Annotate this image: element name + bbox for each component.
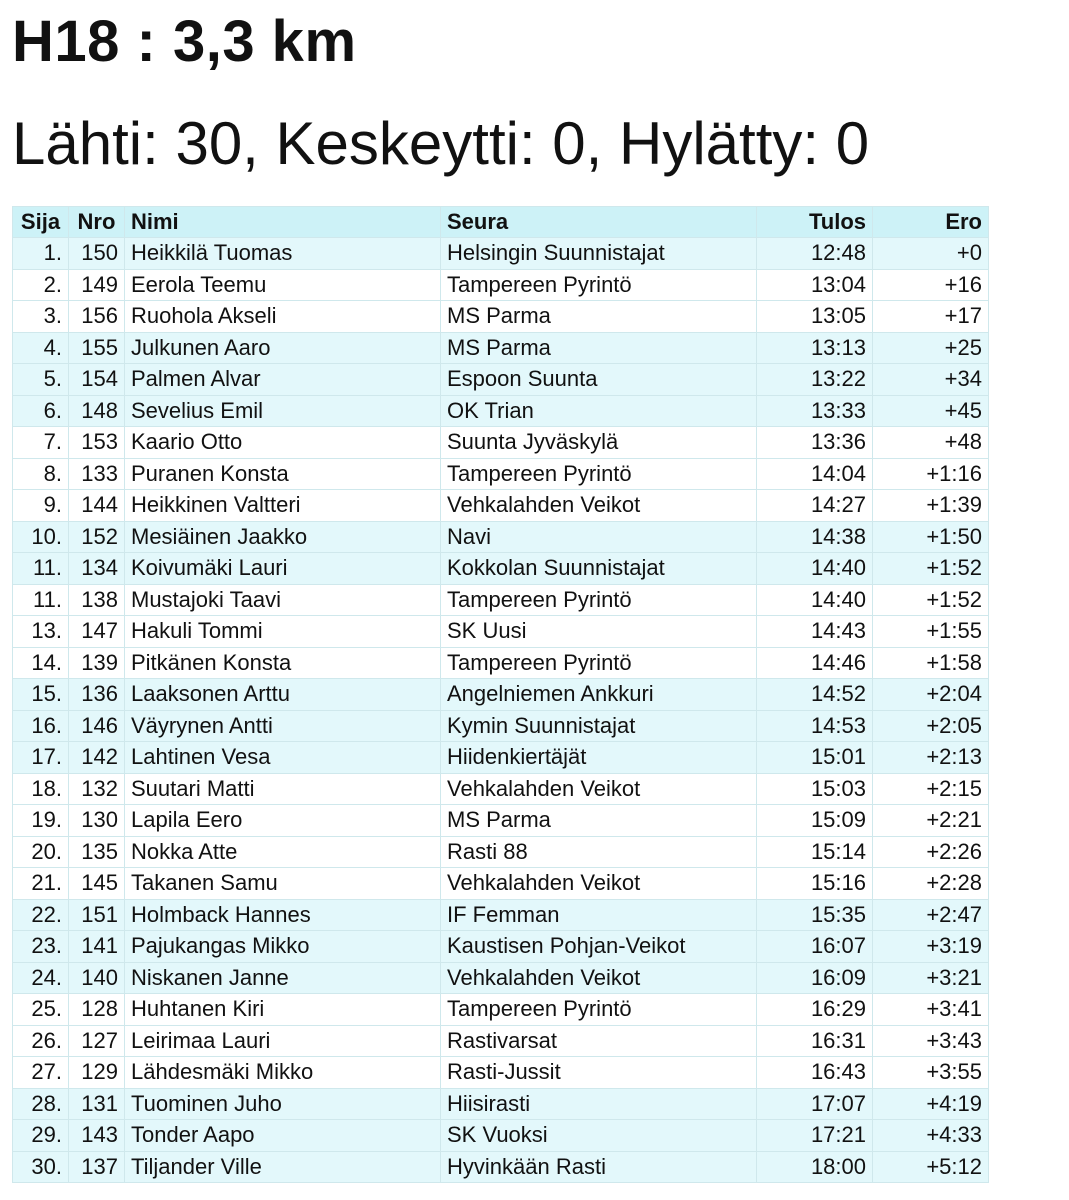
cell-ero: +4:33	[873, 1120, 989, 1152]
table-row	[13, 364, 989, 396]
cell-nimi: Tuominen Juho	[125, 1088, 441, 1120]
table-row	[13, 301, 989, 333]
cell-ero: +2:47	[873, 899, 989, 931]
cell-ero: +1:16	[873, 458, 989, 490]
cell-nro: 132	[69, 773, 125, 805]
race-summary: Lähti: 30, Keskeytti: 0, Hylätty: 0	[12, 110, 870, 177]
cell-seura: Angelniemen Ankkuri	[441, 679, 757, 711]
cell-tulos: 16:29	[757, 994, 873, 1026]
cell-sija: 7.	[13, 427, 69, 459]
cell-tulos: 15:01	[757, 742, 873, 774]
table-row	[13, 553, 989, 585]
cell-seura: Hiisirasti	[441, 1088, 757, 1120]
cell-tulos: 15:03	[757, 773, 873, 805]
cell-sija: 22.	[13, 899, 69, 931]
cell-ero: +1:50	[873, 521, 989, 553]
cell-nimi: Mustajoki Taavi	[125, 584, 441, 616]
cell-nimi: Pajukangas Mikko	[125, 931, 441, 963]
cell-seura: Rasti 88	[441, 836, 757, 868]
cell-tulos: 14:27	[757, 490, 873, 522]
cell-tulos: 14:38	[757, 521, 873, 553]
cell-nimi: Tiljander Ville	[125, 1151, 441, 1183]
cell-tulos: 13:22	[757, 364, 873, 396]
column-header-tulos: Tulos	[757, 207, 873, 238]
cell-ero: +3:43	[873, 1025, 989, 1057]
table-row	[13, 710, 989, 742]
cell-ero: +16	[873, 269, 989, 301]
table-row	[13, 679, 989, 711]
cell-tulos: 18:00	[757, 1151, 873, 1183]
table-row	[13, 962, 989, 994]
cell-seura: Hyvinkään Rasti	[441, 1151, 757, 1183]
cell-ero: +1:52	[873, 584, 989, 616]
table-row	[13, 994, 989, 1026]
cell-seura: Vehkalahden Veikot	[441, 962, 757, 994]
cell-sija: 20.	[13, 836, 69, 868]
cell-nro: 133	[69, 458, 125, 490]
results-table	[12, 206, 989, 1183]
cell-seura: SK Uusi	[441, 616, 757, 648]
cell-ero: +2:13	[873, 742, 989, 774]
cell-nimi: Suutari Matti	[125, 773, 441, 805]
cell-ero: +5:12	[873, 1151, 989, 1183]
table-row	[13, 332, 989, 364]
cell-nimi: Koivumäki Lauri	[125, 553, 441, 585]
cell-tulos: 13:36	[757, 427, 873, 459]
header-row	[13, 207, 989, 238]
cell-nimi: Eerola Teemu	[125, 269, 441, 301]
cell-seura: Vehkalahden Veikot	[441, 490, 757, 522]
table-row	[13, 647, 989, 679]
cell-nro: 129	[69, 1057, 125, 1089]
cell-seura: SK Vuoksi	[441, 1120, 757, 1152]
cell-tulos: 16:09	[757, 962, 873, 994]
cell-nro: 128	[69, 994, 125, 1026]
table-row	[13, 836, 989, 868]
cell-nro: 135	[69, 836, 125, 868]
cell-sija: 30.	[13, 1151, 69, 1183]
column-header-nro: Nro	[69, 207, 125, 238]
cell-sija: 18.	[13, 773, 69, 805]
cell-nimi: Puranen Konsta	[125, 458, 441, 490]
cell-sija: 2.	[13, 269, 69, 301]
results-table-body	[13, 238, 989, 1183]
cell-ero: +17	[873, 301, 989, 333]
cell-tulos: 13:33	[757, 395, 873, 427]
cell-tulos: 14:52	[757, 679, 873, 711]
cell-seura: Tampereen Pyrintö	[441, 647, 757, 679]
cell-tulos: 16:07	[757, 931, 873, 963]
cell-sija: 14.	[13, 647, 69, 679]
cell-sija: 28.	[13, 1088, 69, 1120]
cell-tulos: 15:09	[757, 805, 873, 837]
cell-nro: 144	[69, 490, 125, 522]
cell-ero: +0	[873, 238, 989, 270]
cell-tulos: 14:40	[757, 553, 873, 585]
column-header-seura: Seura	[441, 207, 757, 238]
cell-sija: 25.	[13, 994, 69, 1026]
cell-seura: MS Parma	[441, 332, 757, 364]
cell-sija: 10.	[13, 521, 69, 553]
cell-sija: 1.	[13, 238, 69, 270]
cell-nimi: Huhtanen Kiri	[125, 994, 441, 1026]
cell-sija: 3.	[13, 301, 69, 333]
cell-nro: 134	[69, 553, 125, 585]
cell-nimi: Pitkänen Konsta	[125, 647, 441, 679]
cell-nimi: Lähdesmäki Mikko	[125, 1057, 441, 1089]
cell-seura: Navi	[441, 521, 757, 553]
table-row	[13, 269, 989, 301]
cell-seura: Rastivarsat	[441, 1025, 757, 1057]
cell-ero: +1:55	[873, 616, 989, 648]
cell-nro: 147	[69, 616, 125, 648]
cell-tulos: 14:04	[757, 458, 873, 490]
cell-sija: 27.	[13, 1057, 69, 1089]
table-row	[13, 616, 989, 648]
cell-nro: 154	[69, 364, 125, 396]
cell-nimi: Mesiäinen Jaakko	[125, 521, 441, 553]
table-row	[13, 584, 989, 616]
cell-sija: 23.	[13, 931, 69, 963]
cell-nimi: Ruohola Akseli	[125, 301, 441, 333]
cell-seura: Espoon Suunta	[441, 364, 757, 396]
table-row	[13, 490, 989, 522]
table-row	[13, 1025, 989, 1057]
table-row	[13, 773, 989, 805]
cell-tulos: 17:07	[757, 1088, 873, 1120]
cell-seura: MS Parma	[441, 805, 757, 837]
cell-ero: +1:52	[873, 553, 989, 585]
cell-nimi: Tonder Aapo	[125, 1120, 441, 1152]
column-header-ero: Ero	[873, 207, 989, 238]
cell-sija: 11.	[13, 584, 69, 616]
cell-tulos: 13:05	[757, 301, 873, 333]
cell-nro: 149	[69, 269, 125, 301]
cell-seura: Helsingin Suunnistajat	[441, 238, 757, 270]
table-row	[13, 521, 989, 553]
cell-tulos: 16:43	[757, 1057, 873, 1089]
cell-tulos: 15:14	[757, 836, 873, 868]
cell-seura: Tampereen Pyrintö	[441, 458, 757, 490]
cell-sija: 9.	[13, 490, 69, 522]
cell-nro: 142	[69, 742, 125, 774]
cell-ero: +2:15	[873, 773, 989, 805]
cell-tulos: 15:16	[757, 868, 873, 900]
page-title: H18 : 3,3 km	[12, 9, 357, 74]
cell-ero: +25	[873, 332, 989, 364]
cell-tulos: 15:35	[757, 899, 873, 931]
cell-nimi: Heikkinen Valtteri	[125, 490, 441, 522]
table-row	[13, 805, 989, 837]
cell-tulos: 14:46	[757, 647, 873, 679]
cell-ero: +2:26	[873, 836, 989, 868]
cell-seura: Rasti-Jussit	[441, 1057, 757, 1089]
cell-nro: 136	[69, 679, 125, 711]
table-row	[13, 1057, 989, 1089]
results-table-header	[13, 207, 989, 238]
cell-ero: +45	[873, 395, 989, 427]
cell-ero: +2:28	[873, 868, 989, 900]
table-row	[13, 395, 989, 427]
cell-ero: +1:58	[873, 647, 989, 679]
cell-ero: +2:21	[873, 805, 989, 837]
cell-ero: +4:19	[873, 1088, 989, 1120]
cell-nro: 141	[69, 931, 125, 963]
cell-nro: 155	[69, 332, 125, 364]
table-row	[13, 427, 989, 459]
cell-nro: 156	[69, 301, 125, 333]
cell-nimi: Julkunen Aaro	[125, 332, 441, 364]
cell-seura: Vehkalahden Veikot	[441, 773, 757, 805]
cell-nro: 137	[69, 1151, 125, 1183]
table-row	[13, 1088, 989, 1120]
cell-nro: 140	[69, 962, 125, 994]
cell-tulos: 12:48	[757, 238, 873, 270]
table-row	[13, 1120, 989, 1152]
cell-nro: 150	[69, 238, 125, 270]
cell-nimi: Väyrynen Antti	[125, 710, 441, 742]
column-header-sija: Sija	[13, 207, 69, 238]
cell-nimi: Hakuli Tommi	[125, 616, 441, 648]
cell-sija: 26.	[13, 1025, 69, 1057]
column-header-nimi: Nimi	[125, 207, 441, 238]
cell-sija: 11.	[13, 553, 69, 585]
cell-nimi: Takanen Samu	[125, 868, 441, 900]
cell-tulos: 13:13	[757, 332, 873, 364]
table-row	[13, 238, 989, 270]
cell-sija: 29.	[13, 1120, 69, 1152]
cell-seura: IF Femman	[441, 899, 757, 931]
cell-seura: Suunta Jyväskylä	[441, 427, 757, 459]
cell-seura: Kaustisen Pohjan-Veikot	[441, 931, 757, 963]
cell-seura: Hiidenkiertäjät	[441, 742, 757, 774]
cell-nimi: Kaario Otto	[125, 427, 441, 459]
cell-nro: 130	[69, 805, 125, 837]
cell-ero: +2:04	[873, 679, 989, 711]
cell-ero: +48	[873, 427, 989, 459]
cell-nimi: Nokka Atte	[125, 836, 441, 868]
cell-seura: Tampereen Pyrintö	[441, 269, 757, 301]
table-row	[13, 458, 989, 490]
cell-seura: MS Parma	[441, 301, 757, 333]
cell-nimi: Laaksonen Arttu	[125, 679, 441, 711]
table-row	[13, 742, 989, 774]
cell-tulos: 14:43	[757, 616, 873, 648]
cell-tulos: 14:53	[757, 710, 873, 742]
cell-ero: +3:19	[873, 931, 989, 963]
cell-nro: 146	[69, 710, 125, 742]
cell-sija: 16.	[13, 710, 69, 742]
cell-ero: +3:21	[873, 962, 989, 994]
cell-nro: 138	[69, 584, 125, 616]
cell-nimi: Sevelius Emil	[125, 395, 441, 427]
cell-nimi: Holmback Hannes	[125, 899, 441, 931]
cell-sija: 15.	[13, 679, 69, 711]
cell-ero: +1:39	[873, 490, 989, 522]
cell-nro: 139	[69, 647, 125, 679]
cell-nro: 145	[69, 868, 125, 900]
cell-nro: 153	[69, 427, 125, 459]
cell-nimi: Heikkilä Tuomas	[125, 238, 441, 270]
cell-ero: +3:41	[873, 994, 989, 1026]
cell-tulos: 16:31	[757, 1025, 873, 1057]
cell-seura: Kokkolan Suunnistajat	[441, 553, 757, 585]
table-row	[13, 931, 989, 963]
cell-sija: 21.	[13, 868, 69, 900]
cell-sija: 19.	[13, 805, 69, 837]
table-row	[13, 868, 989, 900]
cell-nro: 151	[69, 899, 125, 931]
cell-sija: 17.	[13, 742, 69, 774]
cell-seura: Kymin Suunnistajat	[441, 710, 757, 742]
cell-seura: OK Trian	[441, 395, 757, 427]
cell-ero: +34	[873, 364, 989, 396]
cell-seura: Vehkalahden Veikot	[441, 868, 757, 900]
cell-nro: 148	[69, 395, 125, 427]
cell-sija: 8.	[13, 458, 69, 490]
cell-nimi: Palmen Alvar	[125, 364, 441, 396]
cell-nimi: Lapila Eero	[125, 805, 441, 837]
cell-nro: 127	[69, 1025, 125, 1057]
cell-nro: 143	[69, 1120, 125, 1152]
cell-sija: 24.	[13, 962, 69, 994]
cell-nimi: Lahtinen Vesa	[125, 742, 441, 774]
cell-nro: 152	[69, 521, 125, 553]
cell-ero: +3:55	[873, 1057, 989, 1089]
cell-ero: +2:05	[873, 710, 989, 742]
cell-nimi: Niskanen Janne	[125, 962, 441, 994]
cell-tulos: 17:21	[757, 1120, 873, 1152]
cell-sija: 6.	[13, 395, 69, 427]
cell-nimi: Leirimaa Lauri	[125, 1025, 441, 1057]
cell-nro: 131	[69, 1088, 125, 1120]
cell-sija: 4.	[13, 332, 69, 364]
cell-tulos: 13:04	[757, 269, 873, 301]
table-row	[13, 1151, 989, 1183]
cell-tulos: 14:40	[757, 584, 873, 616]
cell-sija: 5.	[13, 364, 69, 396]
cell-sija: 13.	[13, 616, 69, 648]
cell-seura: Tampereen Pyrintö	[441, 994, 757, 1026]
cell-seura: Tampereen Pyrintö	[441, 584, 757, 616]
table-row	[13, 899, 989, 931]
